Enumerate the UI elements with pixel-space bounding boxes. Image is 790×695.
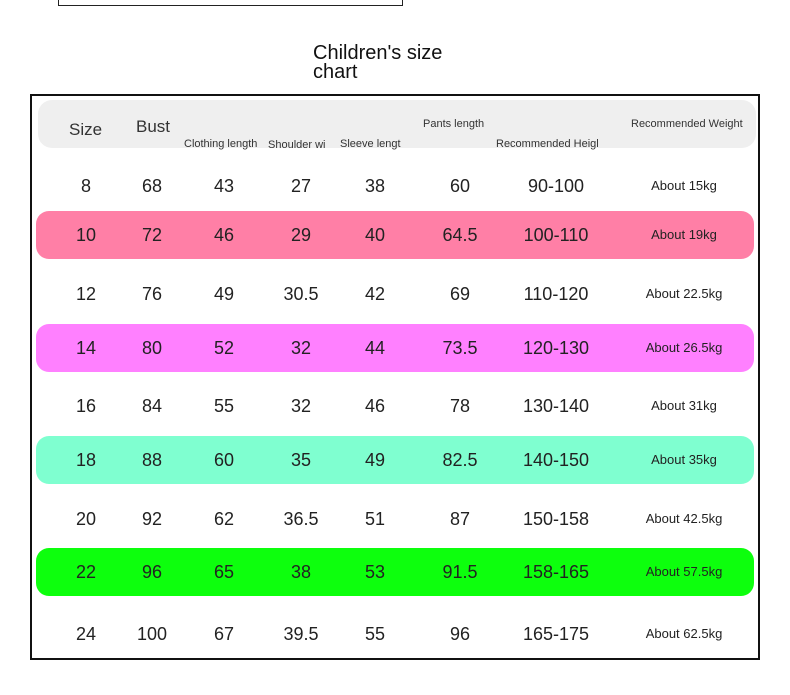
cell-recommended-height: 90-100: [527, 176, 585, 196]
cell-shoulder-width: 32: [290, 338, 312, 358]
cell-recommended-weight: About 35kg: [651, 452, 717, 467]
cell-pants-length: 64.5: [442, 225, 478, 245]
header-bust: Bust: [136, 117, 171, 136]
cell-size: 14: [75, 338, 97, 358]
cell-bust: 88: [141, 450, 163, 470]
chart-title-line-2: chart: [313, 61, 358, 83]
table-header: [38, 100, 756, 151]
table-row: [36, 162, 754, 210]
size-table: [30, 94, 760, 660]
header-pants-length: Pants length: [423, 118, 485, 130]
cell-bust: 76: [141, 284, 163, 304]
cell-shoulder-width: 38: [290, 562, 312, 582]
cell-sleeve-length: 49: [364, 450, 386, 470]
cell-shoulder-width: 30.5: [283, 284, 319, 304]
cell-sleeve-length: 51: [364, 509, 386, 529]
cell-recommended-height: 110-120: [523, 284, 589, 304]
cell-sleeve-length: 53: [364, 562, 386, 582]
cell-bust: 100: [136, 624, 168, 644]
header-sleeve-length: Sleeve lengt: [340, 138, 401, 150]
table-row: [36, 495, 754, 543]
header-shoulder-width: Shoulder wi: [268, 139, 326, 151]
cell-sleeve-length: 42: [364, 284, 386, 304]
header-size: Size: [69, 120, 103, 139]
table-row: [36, 270, 754, 318]
cell-pants-length: 60: [449, 176, 471, 196]
cell-clothing-length: 46: [213, 225, 235, 245]
header-recommended-height: Recommended Heigl: [496, 138, 599, 150]
cell-recommended-height: 165-175: [522, 624, 590, 644]
table-row: [36, 211, 754, 259]
cell-bust: 96: [141, 562, 163, 582]
cell-sleeve-length: 44: [364, 338, 386, 358]
cell-recommended-weight: About 22.5kg: [645, 286, 723, 301]
cell-sleeve-length: 55: [364, 624, 386, 644]
cell-bust: 92: [141, 509, 163, 529]
cell-size: 12: [75, 284, 97, 304]
cell-shoulder-width: 39.5: [283, 624, 319, 644]
cell-size: 16: [75, 396, 97, 416]
cell-recommended-weight: About 15kg: [651, 178, 717, 193]
cell-clothing-length: 43: [213, 176, 235, 196]
cell-bust: 72: [141, 225, 163, 245]
cell-recommended-height: 158-165: [522, 562, 590, 582]
cell-shoulder-width: 35: [290, 450, 312, 470]
cell-shoulder-width: 36.5: [283, 509, 319, 529]
table-row: [36, 548, 754, 596]
table-row: [36, 324, 754, 372]
cell-size: 10: [75, 225, 97, 245]
cell-size: 8: [80, 176, 91, 196]
table-row: [36, 382, 754, 430]
cell-bust: 84: [141, 396, 163, 416]
cell-shoulder-width: 29: [290, 225, 312, 245]
cell-sleeve-length: 40: [364, 225, 386, 245]
cell-sleeve-length: 46: [364, 396, 386, 416]
cell-recommended-height: 120-130: [522, 338, 590, 358]
cell-size: 22: [75, 562, 97, 582]
cell-recommended-weight: About 57.5kg: [645, 564, 723, 579]
header-recommended-weight: Recommended Weight: [631, 118, 743, 130]
cell-shoulder-width: 32: [290, 396, 312, 416]
cell-pants-length: 82.5: [442, 450, 478, 470]
cell-recommended-weight: About 19kg: [651, 227, 717, 242]
cell-recommended-weight: About 31kg: [651, 398, 717, 413]
cell-size: 24: [75, 624, 97, 644]
cell-pants-length: 78: [449, 396, 471, 416]
cell-pants-length: 91.5: [442, 562, 478, 582]
cell-bust: 68: [141, 176, 163, 196]
header-clothing-length: Clothing length: [184, 138, 258, 150]
cell-sleeve-length: 38: [364, 176, 386, 196]
top-frame-edge: [58, 0, 403, 6]
table-row: [36, 610, 754, 658]
cell-pants-length: 96: [449, 624, 471, 644]
cell-recommended-height: 130-140: [522, 396, 590, 416]
chart-title: [313, 44, 513, 82]
cell-bust: 80: [141, 338, 163, 358]
cell-pants-length: 69: [449, 284, 471, 304]
cell-clothing-length: 49: [213, 284, 235, 304]
cell-size: 20: [75, 509, 97, 529]
cell-clothing-length: 67: [213, 624, 235, 644]
table-row: [36, 436, 754, 484]
cell-recommended-weight: About 62.5kg: [645, 626, 723, 641]
cell-recommended-height: 150-158: [522, 509, 590, 529]
cell-recommended-weight: About 42.5kg: [645, 511, 723, 526]
chart-title-line-1: Children's size: [313, 42, 443, 64]
cell-recommended-weight: About 26.5kg: [645, 340, 723, 355]
cell-size: 18: [75, 450, 97, 470]
cell-recommended-height: 140-150: [522, 450, 590, 470]
cell-pants-length: 73.5: [442, 338, 478, 358]
cell-pants-length: 87: [449, 509, 471, 529]
cell-clothing-length: 65: [213, 562, 235, 582]
cell-shoulder-width: 27: [290, 176, 312, 196]
cell-clothing-length: 60: [213, 450, 235, 470]
cell-clothing-length: 55: [213, 396, 235, 416]
cell-clothing-length: 62: [213, 509, 235, 529]
cell-recommended-height: 100-110: [523, 225, 589, 245]
cell-clothing-length: 52: [213, 338, 235, 358]
